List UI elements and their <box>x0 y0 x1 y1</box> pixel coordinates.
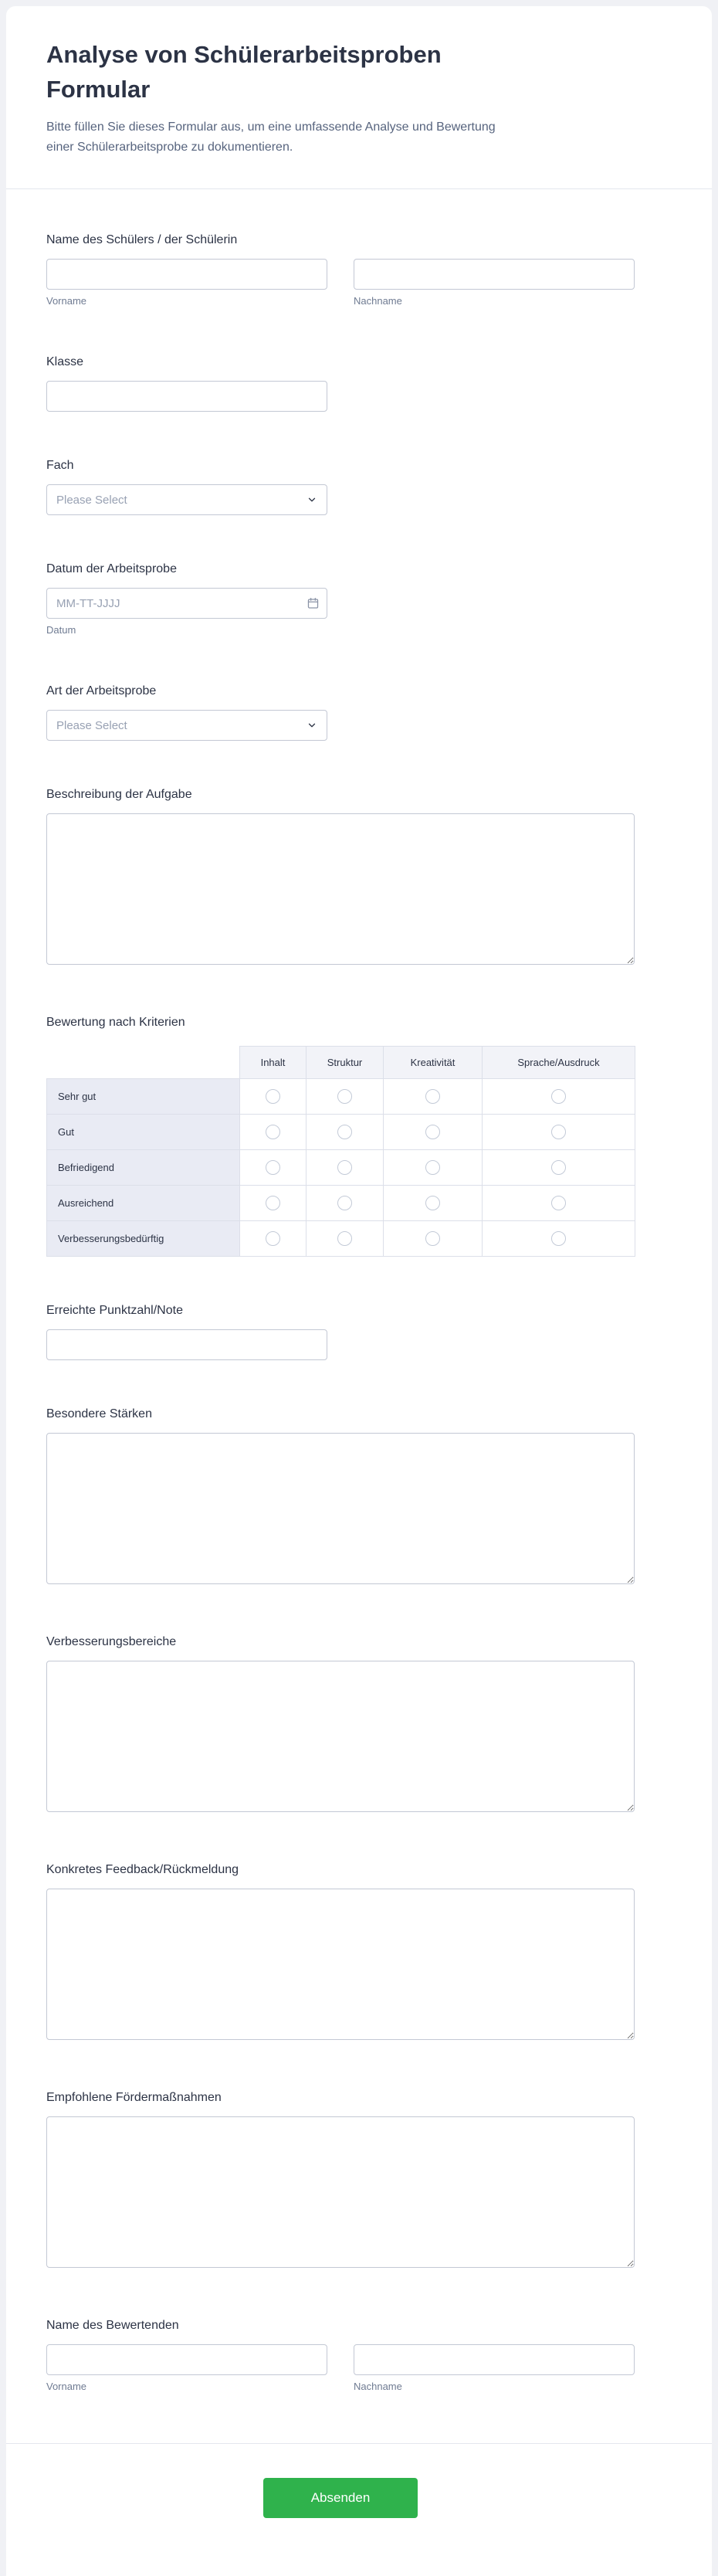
calendar-icon[interactable] <box>307 597 320 610</box>
page-subtitle: Bitte füllen Sie dieses Formular aus, um eine umfassende Analyse und Bewertung einer Schülerarbeitsprobe zu dokumentieren. <box>46 120 496 154</box>
matrix-col-header: Inhalt <box>240 1047 307 1079</box>
matrix-row <box>47 1079 635 1115</box>
field-beschreibung <box>46 786 635 969</box>
matrix-col-header: Kreativität <box>384 1047 483 1079</box>
bewertender-first-name-input[interactable] <box>46 2344 327 2375</box>
matrix-row-label: Befriedigend <box>47 1150 240 1186</box>
matrix-radio[interactable] <box>425 1231 440 1246</box>
field-klasse <box>46 353 635 412</box>
student-name-label: Name des Schülers / der Schülerin <box>46 233 238 246</box>
field-punktzahl <box>46 1302 635 1360</box>
field-staerken <box>46 1405 635 1588</box>
matrix-radio[interactable] <box>551 1125 566 1139</box>
matrix-radio[interactable] <box>266 1089 280 1104</box>
field-student-name <box>46 231 635 308</box>
footer-divider <box>6 2443 712 2444</box>
fach-label: Fach <box>46 459 74 472</box>
field-art <box>46 682 635 741</box>
matrix-radio[interactable] <box>551 1196 566 1210</box>
form-card <box>6 6 712 2576</box>
matrix-row-label: Sehr gut <box>47 1079 240 1115</box>
matrix-row-label: Ausreichend <box>47 1186 240 1221</box>
matrix-row <box>47 1150 635 1186</box>
matrix-row <box>47 1115 635 1150</box>
student-last-name-sublabel: Nachname <box>354 295 402 307</box>
matrix-radio[interactable] <box>425 1160 440 1175</box>
staerken-textarea[interactable] <box>46 1433 635 1584</box>
date-input[interactable] <box>46 588 327 619</box>
student-first-name-input[interactable] <box>46 259 327 290</box>
matrix-row <box>47 1186 635 1221</box>
matrix-row-label: Verbesserungsbedürftig <box>47 1221 240 1257</box>
chevron-down-icon <box>307 494 317 505</box>
feedback-label: Konkretes Feedback/Rückmeldung <box>46 1863 239 1876</box>
matrix-table <box>46 1046 635 1257</box>
field-feedback <box>46 1861 635 2044</box>
matrix-col-header: Sprache/Ausdruck <box>483 1047 635 1079</box>
matrix-radio[interactable] <box>337 1089 352 1104</box>
student-first-name-sublabel: Vorname <box>46 295 87 307</box>
datum-label: Datum der Arbeitsprobe <box>46 562 177 575</box>
submit-button[interactable]: Absenden <box>263 2478 418 2518</box>
art-select[interactable] <box>46 710 327 741</box>
bewertender-last-name-input[interactable] <box>354 2344 635 2375</box>
punktzahl-input[interactable] <box>46 1329 327 1360</box>
art-select-value: Please Select <box>56 718 127 732</box>
beschreibung-label: Beschreibung der Aufgabe <box>46 788 192 801</box>
verbesserungsbereiche-textarea[interactable] <box>46 1661 635 1812</box>
matrix-radio[interactable] <box>266 1196 280 1210</box>
matrix-radio[interactable] <box>551 1231 566 1246</box>
bewertender-label: Name des Bewertenden <box>46 2319 179 2332</box>
datum-sublabel: Datum <box>46 624 76 636</box>
chevron-down-icon <box>307 720 317 731</box>
matrix-col-header: Struktur <box>307 1047 384 1079</box>
verbesserungsbereiche-label: Verbesserungsbereiche <box>46 1635 177 1648</box>
matrix-label: Bewertung nach Kriterien <box>46 1016 185 1029</box>
field-fach <box>46 456 635 515</box>
punktzahl-label: Erreichte Punktzahl/Note <box>46 1304 183 1317</box>
matrix-radio[interactable] <box>266 1231 280 1246</box>
matrix-corner-cell <box>47 1047 240 1079</box>
field-foerdermassnahmen <box>46 2089 635 2272</box>
submit-row <box>46 2478 635 2518</box>
form-fields <box>46 231 635 2394</box>
field-bewertender <box>46 2316 635 2394</box>
foerdermassnahmen-textarea[interactable] <box>46 2116 635 2268</box>
fach-select-value: Please Select <box>56 493 127 507</box>
matrix-radio[interactable] <box>551 1160 566 1175</box>
klasse-label: Klasse <box>46 355 84 368</box>
header-divider <box>6 188 712 189</box>
beschreibung-textarea[interactable] <box>46 813 635 965</box>
matrix-radio[interactable] <box>266 1125 280 1139</box>
matrix-row-label: Gut <box>47 1115 240 1150</box>
matrix-radio[interactable] <box>425 1196 440 1210</box>
matrix-radio[interactable] <box>425 1125 440 1139</box>
field-verbesserungsbereiche <box>46 1633 635 1816</box>
bewertender-first-name-sublabel: Vorname <box>46 2381 87 2392</box>
matrix-radio[interactable] <box>425 1089 440 1104</box>
form-header <box>46 37 672 158</box>
matrix-radio[interactable] <box>551 1089 566 1104</box>
matrix-radio[interactable] <box>337 1231 352 1246</box>
matrix-row <box>47 1221 635 1257</box>
fach-select[interactable] <box>46 484 327 515</box>
staerken-label: Besondere Stärken <box>46 1407 152 1420</box>
feedback-textarea[interactable] <box>46 1889 635 2040</box>
matrix-radio[interactable] <box>337 1196 352 1210</box>
matrix-radio[interactable] <box>337 1125 352 1139</box>
foerdermassnahmen-label: Empfohlene Fördermaßnahmen <box>46 2091 222 2104</box>
student-last-name-input[interactable] <box>354 259 635 290</box>
field-matrix <box>46 1013 635 1257</box>
matrix-radio[interactable] <box>337 1160 352 1175</box>
field-datum <box>46 560 635 637</box>
bewertender-last-name-sublabel: Nachname <box>354 2381 402 2392</box>
matrix-radio[interactable] <box>266 1160 280 1175</box>
klasse-input[interactable] <box>46 381 327 412</box>
art-label: Art der Arbeitsprobe <box>46 684 157 697</box>
page-title: Analyse von Schülerarbeitsproben Formular <box>46 41 442 103</box>
